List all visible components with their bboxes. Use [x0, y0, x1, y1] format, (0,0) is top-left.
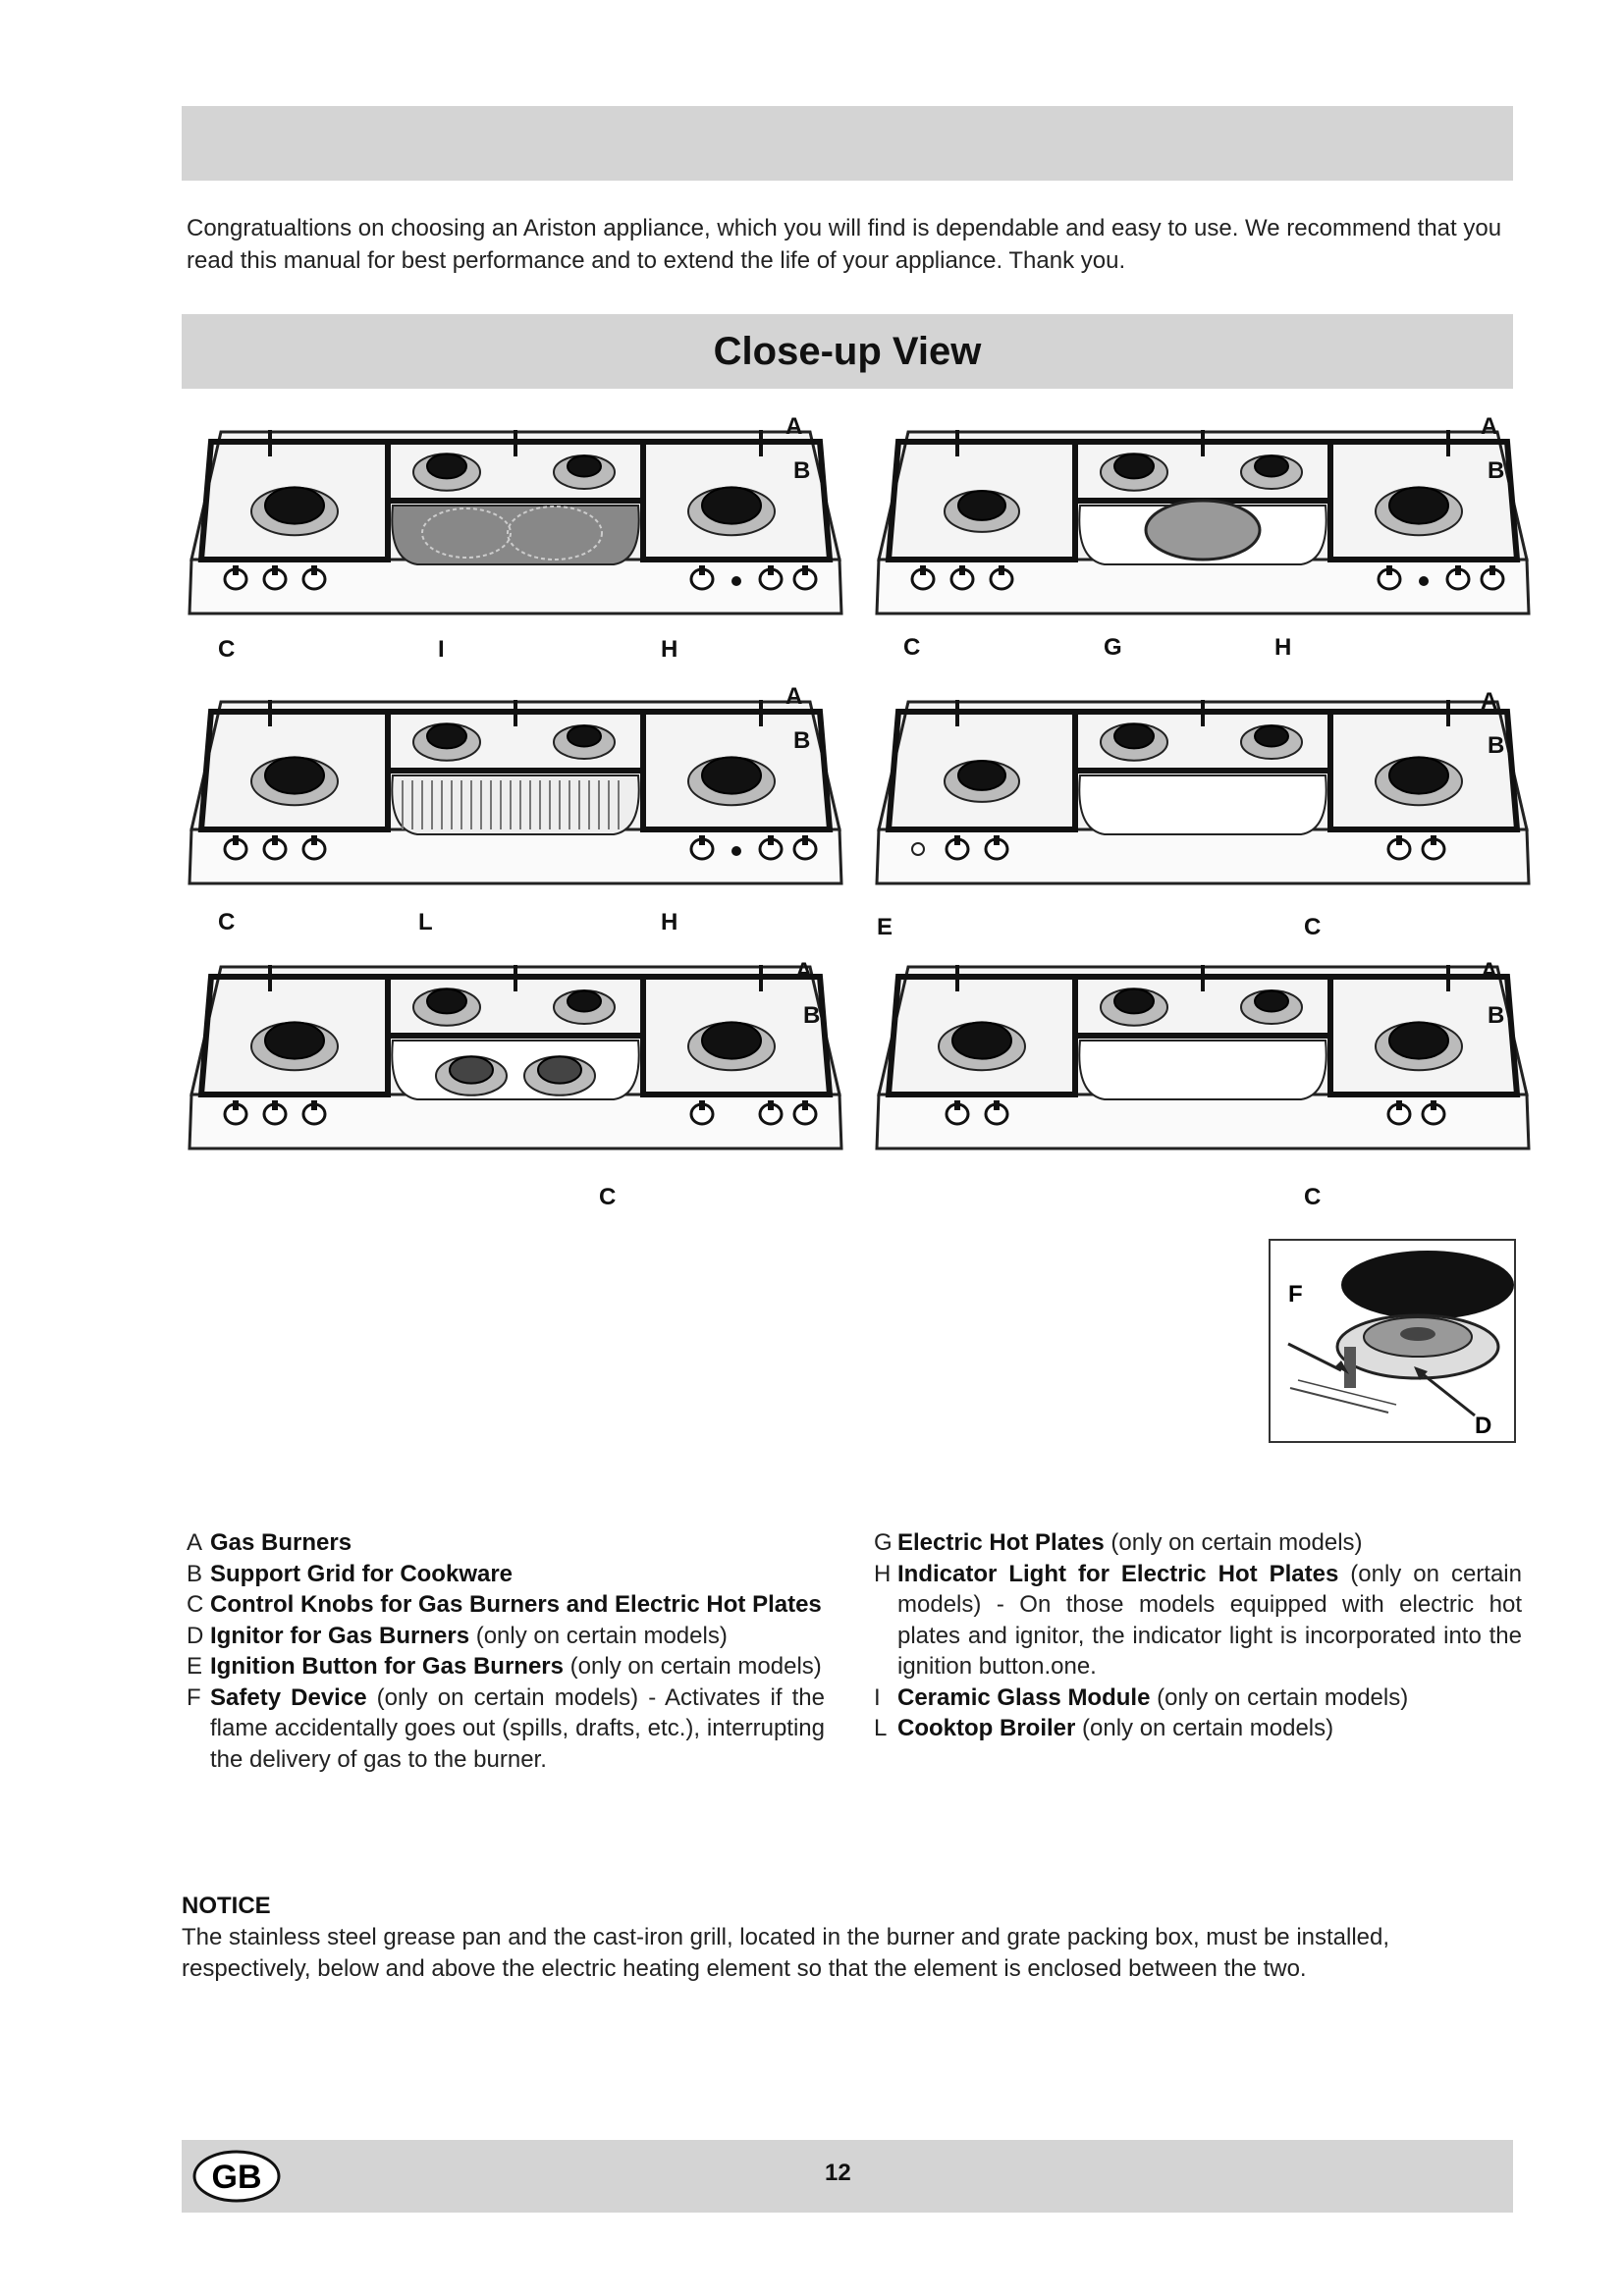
- legend-letter: C: [187, 1591, 204, 1618]
- legend-description: Support Grid for Cookware: [210, 1560, 514, 1587]
- burner-detail-illustration: [1271, 1241, 1514, 1441]
- callout-label: C: [1304, 1184, 1322, 1210]
- legend-description: Ceramic Glass Module (only on certain models): [897, 1683, 1409, 1711]
- legend-item: [187, 1651, 825, 1682]
- callout-label: A: [1481, 688, 1498, 715]
- callout-label: B: [1488, 457, 1505, 484]
- notice-text: The stainless steel grease pan and the cast-iron grill, located in the burner and grate packing box, must be installed, respectively, below and above the electric heating element so that the element is enclosed between the two.: [182, 1924, 1390, 1982]
- callout-label: B: [803, 1002, 821, 1029]
- callout-label: B: [1488, 1002, 1505, 1029]
- ignition-button: [912, 843, 924, 855]
- legend-letter: E: [187, 1653, 203, 1680]
- legend-item: [874, 1682, 1522, 1714]
- control-panel: [189, 829, 841, 883]
- indicator-light: [731, 846, 741, 856]
- legend-letter: H: [874, 1560, 892, 1587]
- cooktop-1: [182, 412, 849, 638]
- legend-description: Gas Burners: [210, 1529, 352, 1556]
- indicator-light: [1419, 576, 1429, 586]
- legend-item: [187, 1527, 825, 1559]
- page-number: 12: [825, 2160, 851, 2186]
- cooktop-3: [182, 682, 849, 908]
- cooktop-broiler: [392, 775, 638, 834]
- cooktop-2: [869, 412, 1537, 638]
- callout-label: A: [1481, 958, 1498, 985]
- callout-label: B: [1488, 732, 1505, 759]
- legend-letter: A: [187, 1529, 203, 1556]
- indicator-light: [731, 576, 741, 586]
- legend-letter: G: [874, 1529, 893, 1556]
- legend-letter: D: [187, 1622, 204, 1649]
- legend-description: Safety Device (only on certain models) - Activates if the flame accidentally goes out (spills, drafts, etc.), interrupting the delivery of gas to the burner.: [210, 1683, 825, 1773]
- gb-country-logo: [191, 2149, 282, 2204]
- legend-item: [187, 1682, 825, 1776]
- legend-description: Cooktop Broiler (only on certain models): [897, 1715, 1334, 1741]
- legend-description: Ignitor for Gas Burners (only on certain models): [210, 1622, 728, 1649]
- legend-description: Electric Hot Plates (only on certain models): [897, 1529, 1363, 1556]
- legend-item: [187, 1621, 825, 1652]
- callout-label: C: [218, 909, 236, 935]
- callout-label: B: [793, 727, 811, 754]
- legend-right-column: [874, 1527, 1522, 1744]
- legend-letter: B: [187, 1560, 203, 1587]
- callout-label: C: [1304, 914, 1322, 940]
- control-panel: [189, 1095, 841, 1148]
- callout-label: A: [785, 683, 803, 710]
- callout-f: F: [1288, 1281, 1303, 1308]
- callout-label: H: [661, 636, 678, 663]
- legend-description: Indicator Light for Electric Hot Plates (only on certain models) - On those models equipped with electric hot plates and ignitor, the indicator light is incorporated into the ignition button.one.: [897, 1560, 1522, 1680]
- cooktop-5: [182, 947, 849, 1173]
- callout-label: B: [793, 457, 811, 484]
- control-panel: [877, 560, 1529, 614]
- header-bar: [182, 106, 1513, 181]
- burner-detail-diagram: [1269, 1239, 1516, 1443]
- legend-letter: I: [874, 1683, 881, 1711]
- callout-label: H: [1274, 634, 1292, 661]
- callout-label: G: [1104, 634, 1122, 661]
- legend-description: Ignition Button for Gas Burners (only on certain models): [210, 1653, 822, 1680]
- callout-label: C: [599, 1184, 617, 1210]
- electric-hot-plate: [1146, 501, 1260, 560]
- notice-title: NOTICE: [182, 1893, 271, 1919]
- intro-paragraph: Congratualtions on choosing an Ariston appliance, which you will find is dependable and easy to use. We recommend that you read this manual for best performance and to extend the life of your appliance. Thank you.: [187, 215, 1502, 274]
- legend-description: Control Knobs for Gas Burners and Electric Hot Plates: [210, 1591, 822, 1618]
- callout-label: L: [418, 909, 433, 935]
- callout-d: D: [1475, 1413, 1492, 1439]
- legend-item: [874, 1527, 1522, 1559]
- legend-item: [874, 1713, 1522, 1744]
- callout-label: C: [218, 636, 236, 663]
- svg-text:GB: GB: [211, 2159, 262, 2196]
- callout-label: A: [795, 958, 813, 985]
- legend-left-column: [187, 1527, 825, 1775]
- legend-letter: F: [187, 1683, 201, 1711]
- callout-label: I: [438, 636, 445, 663]
- cooktop-6: [869, 947, 1537, 1173]
- section-title: Close-up View: [713, 329, 982, 373]
- ignitor-probe: [1344, 1347, 1356, 1388]
- callout-label: C: [903, 634, 921, 661]
- burner-cap: [1341, 1251, 1514, 1319]
- legend-item: [187, 1589, 825, 1621]
- cooktop-4: [869, 682, 1537, 908]
- legend-item: [187, 1559, 825, 1590]
- callout-label: E: [877, 914, 893, 940]
- legend-item: [874, 1559, 1522, 1682]
- callout-label: A: [785, 413, 803, 440]
- section-header: [182, 314, 1513, 389]
- callout-label: H: [661, 909, 678, 935]
- callout-label: A: [1481, 413, 1498, 440]
- legend-letter: L: [874, 1715, 888, 1741]
- control-panel: [189, 560, 841, 614]
